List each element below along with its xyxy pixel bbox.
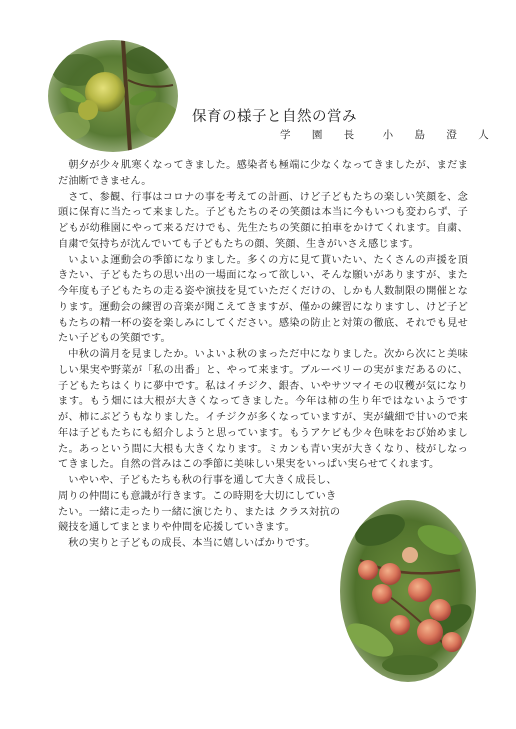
chestnut-photo: [48, 40, 178, 152]
paragraph: いやいや、子どもたちも秋の行事を通して大きく成長し、周りの仲間にも意識が行きます。この時期を大切にしていきたい。一緒に走ったり一緒に演じたり、または クラス対抗の競技を通してまとまりや仲間を応援していきます。: [58, 475, 341, 534]
paragraph: 中秋の満月を見ましたか。いよいよ秋のまっただ中になりました。次から次にと美味しい果実や野菜が「私の出番」と、やって来ます。ブルーベリーの実がまだあるのに、子どもたちはくりに夢中です。私はイチジク、銀杏、いやサツマイモの収穫が気になります。もう畑には大根が大きくなってきました。今年は柿の生り年ではないようですが、柿にぶどうもなりました。イチジクが多くなっていますが、実が繊細で甘いので来年は子どもたちにも紹介しようと思っています。もうアケビも少々色味をおび始めました。あっという間に大根も大きくなります。ミカンも青い実が大きくなり、枝がしなってきました。自然の営みはこの季節に美味しい果実をいっぱい実らせてくれます。: [58, 349, 468, 471]
paragraph: 秋の実りと子どもの成長、本当に嬉しいばかりです。: [68, 538, 316, 549]
paragraph: 朝夕が少々肌寒くなってきました。感染者も極端に少なくなってきましたが、まだまだ油断できません。: [58, 160, 468, 187]
page-title: 保育の様子と自然の営み: [192, 109, 357, 125]
persimmon-photo: [340, 500, 476, 682]
author-line: 学 園 長 小 島 澄 人: [280, 129, 498, 141]
paragraph: いよいよ運動会の季節になりました。多くの方に見て貰いたい、たくさんの声援を頂きたい、子どもたちの思い出の一場面になって欲しい、そんな願いがありますが、また今年度も子どもたちの走る姿や演技を見ていただくだけの、しかも人数制限の開催となります。運動会の練習の音楽が聞こえてきますが、僅かの練習になりますし、けど子どもたちの精一杯の姿を楽しみにしてください。感染の防止と対策の徹底、それでも見せたい子どもの笑顔です。: [58, 254, 468, 345]
article-body: [58, 158, 468, 552]
paragraph: さて、参観、行事はコロナの事を考えての計画、けど子どもたちの楽しい笑顔を、念頭に保育に当たって来ました。子どもたちのその笑顔は本当に今もいつも変わらず、子どもが幼稚園にやって来るだけでも、先生たちの笑顔に拍車をかけてくれます。自粛、自粛で気持ちが沈んでいても子どもたちの顔、笑顔、生きがいさえ感じます。: [58, 191, 468, 250]
